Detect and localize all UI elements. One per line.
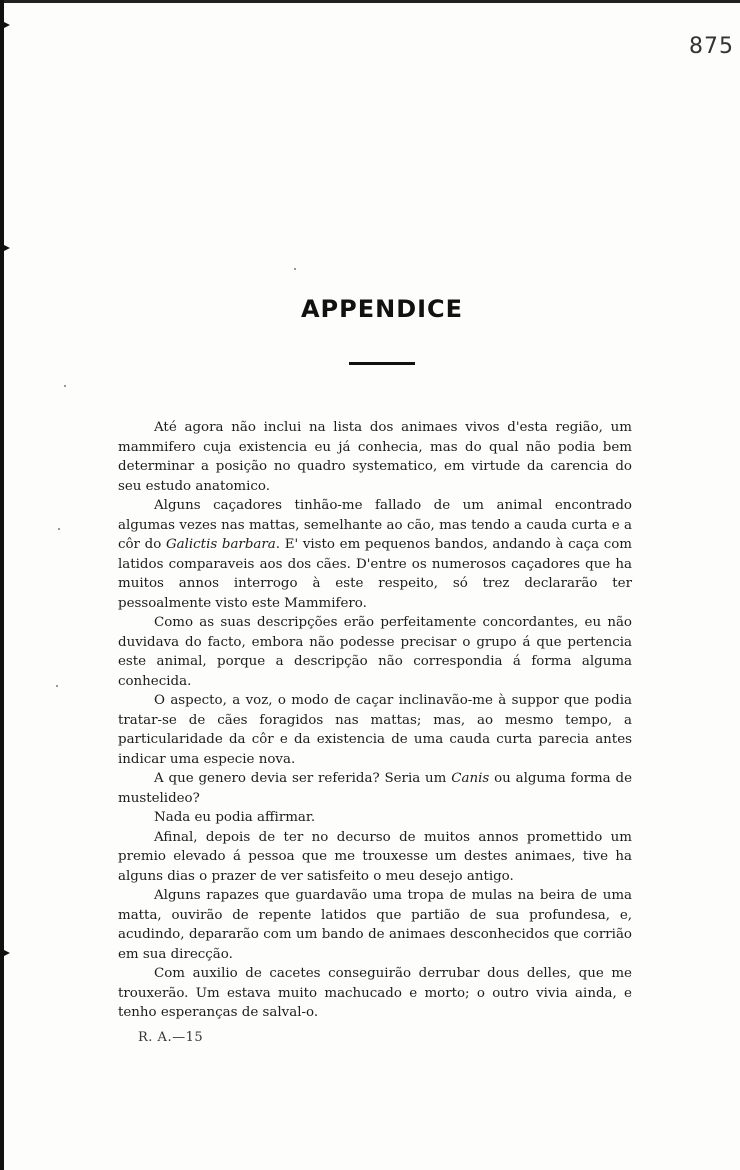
signature-mark: R. A.—15 (138, 1030, 204, 1045)
paragraph-text: Alguns rapazes que guardavão uma tropa de mulas na beira de uma matta, ouvirão de repente latidos que partião de sua profundesa, e, acudindo, depararão com um bando de animaes desconhecidos que corrião em sua direcção. (118, 888, 632, 962)
paragraph-text: Com auxilio de cacetes conseguirão derrubar dous delles, que me trouxerão. Um estava muito machucado e morto; o outro vivia ainda, e tenho esperanças de salval-o. (118, 966, 632, 1020)
title-divider (349, 362, 415, 365)
paragraph-text: Até agora não inclui na lista dos animaes vivos d'esta região, um mammifero cuja existencia eu já conhecia, mas do qual não podia bem determinar a posição no quadro systematico, em virtude da carencia do seu estudo anatomico. (118, 420, 632, 494)
paragraph (118, 828, 632, 887)
paragraph-text: Alguns caçadores tinhão-me fallado de um animal encontrado algumas vezes nas mattas, semelhante ao cão, mas tendo a cauda curta e a côr do (118, 498, 632, 552)
paragraph-text: Como as suas descripções erão perfeitamente concordantes, eu não duvidava do facto, embora não podesse precisar o grupo á que pertencia este animal, porque a descripção não correspondia á forma alguma conhecida. (118, 615, 632, 689)
scan-speck (64, 385, 66, 387)
scan-edge-notch (0, 243, 10, 253)
paragraph (118, 886, 632, 964)
scan-edge-notch (0, 948, 10, 958)
paragraph-text: . E' visto em pequenos bandos, andando à caça com latidos comparaveis aos dos cães. D'entre os numerosos caçadores que ha muitos annos interrogo à este respeito, só trez declararão ter pessoalmente visto este Mammifero. (118, 537, 632, 611)
scan-speck (56, 685, 58, 687)
page-title: APPENDICE (300, 295, 464, 323)
genus-name: Canis (451, 771, 490, 786)
scan-speck (58, 528, 60, 530)
paragraph (118, 808, 632, 828)
paragraph (118, 769, 632, 808)
species-name: Galictis barbara (165, 537, 276, 552)
paragraph (118, 613, 632, 691)
scan-top-edge (0, 0, 740, 3)
paragraph-text: O aspecto, a voz, o modo de caçar inclinavão-me à suppor que podia tratar-se de cães foragidos nas mattas; mas, ao mesmo tempo, a particularidade da côr e da existencia de uma cauda curta parecia antes indicar uma especie nova. (118, 693, 632, 767)
scan-left-edge (0, 0, 4, 1170)
page-number: 875 (689, 34, 734, 59)
scan-edge-notch (0, 20, 10, 30)
paragraph-text: Nada eu podia affirmar. (154, 810, 316, 825)
paragraph (118, 691, 632, 769)
paragraph (118, 496, 632, 613)
paragraph (118, 418, 632, 496)
body-text (118, 418, 632, 1023)
paragraph-text: ou alguma forma de mustelideo? (118, 771, 632, 806)
paragraph (118, 964, 632, 1023)
paragraph-text: A que genero devia ser referida? Seria um (154, 771, 452, 786)
scan-speck (294, 268, 296, 270)
paragraph-text: Afinal, depois de ter no decurso de muitos annos promettido um premio elevado á pessoa que me trouxesse um destes animaes, tive ha alguns dias o prazer de ver satisfeito o meu desejo antigo. (118, 829, 632, 884)
